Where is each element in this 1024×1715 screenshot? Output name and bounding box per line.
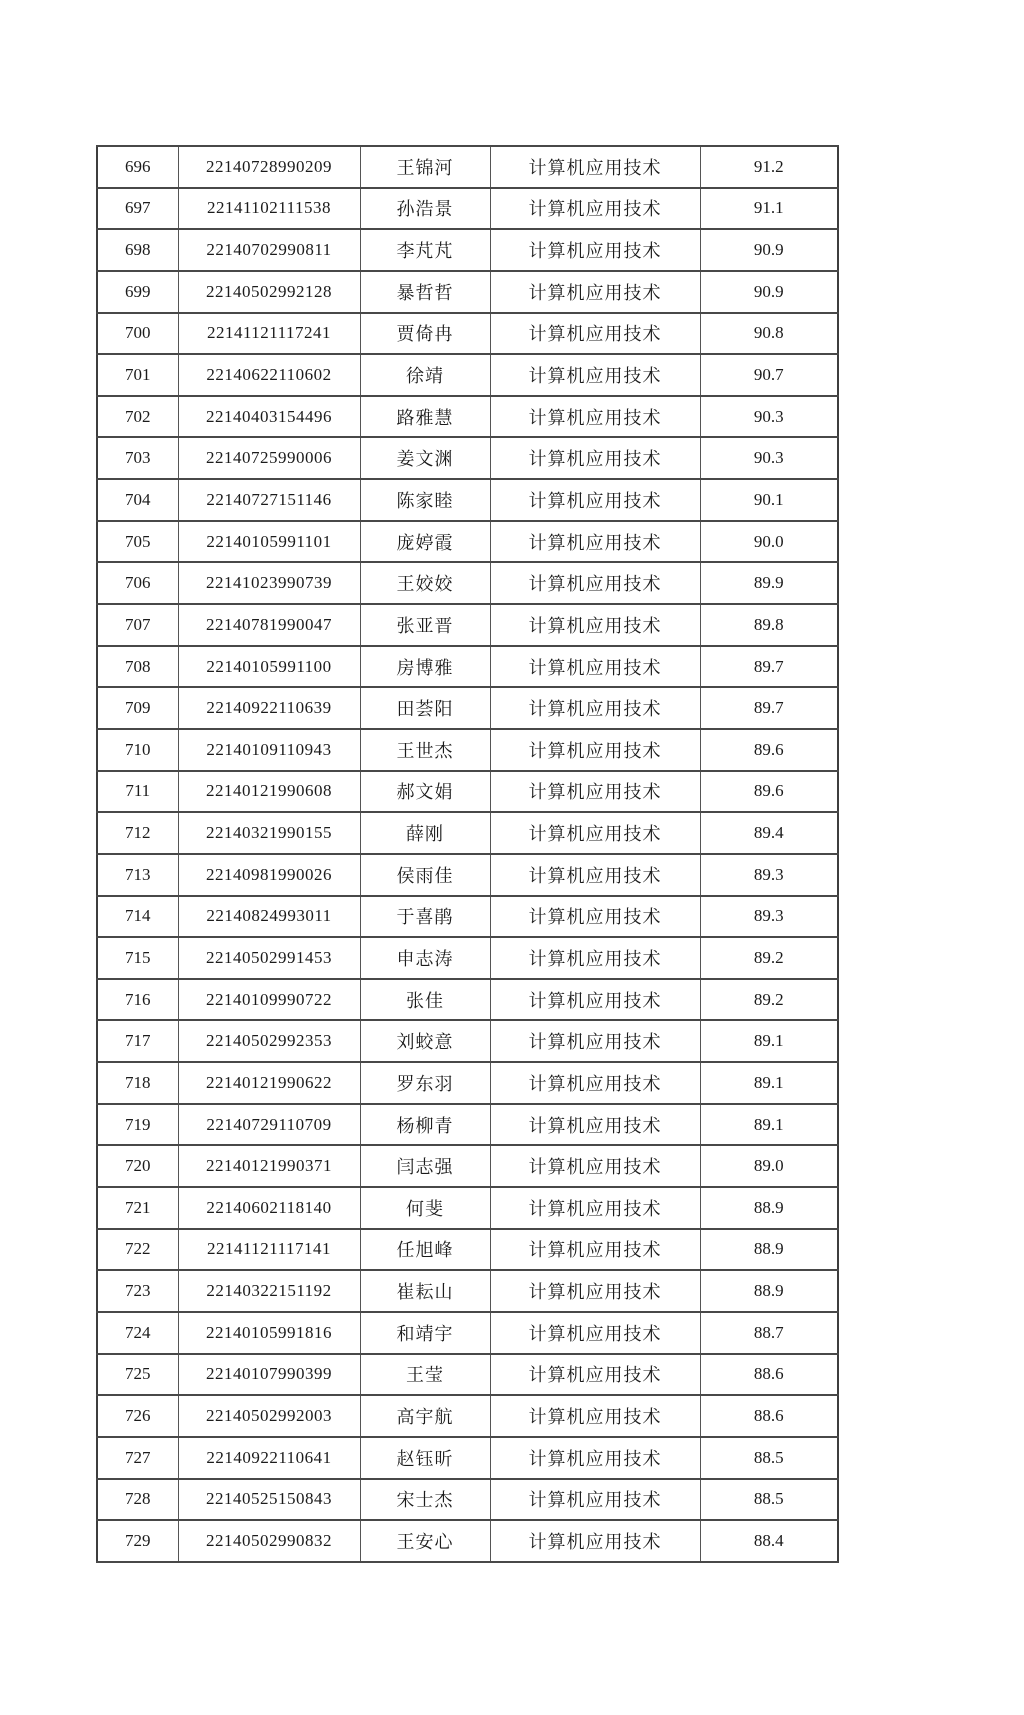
rank-cell: 724 — [97, 1312, 178, 1354]
score-cell: 88.5 — [700, 1479, 838, 1521]
major-cell: 计算机应用技术 — [490, 771, 700, 813]
rank-cell: 702 — [97, 396, 178, 438]
score-cell: 88.6 — [700, 1395, 838, 1437]
candidate-number-cell: 22140729110709 — [178, 1104, 360, 1146]
major-cell: 计算机应用技术 — [490, 937, 700, 979]
score-cell: 90.3 — [700, 437, 838, 479]
name-cell: 薛刚 — [360, 812, 490, 854]
candidate-number-cell: 22140981990026 — [178, 854, 360, 896]
table-row — [97, 687, 838, 729]
table-row — [97, 1312, 838, 1354]
name-cell: 孙浩景 — [360, 188, 490, 230]
major-cell: 计算机应用技术 — [490, 1354, 700, 1396]
table-row — [97, 1520, 838, 1562]
table-row — [97, 562, 838, 604]
table-row — [97, 1020, 838, 1062]
table-row — [97, 1145, 838, 1187]
score-cell: 88.9 — [700, 1270, 838, 1312]
candidate-number-cell: 22140322151192 — [178, 1270, 360, 1312]
major-cell: 计算机应用技术 — [490, 729, 700, 771]
rank-cell: 725 — [97, 1354, 178, 1396]
major-cell: 计算机应用技术 — [490, 1270, 700, 1312]
name-cell: 郝文娟 — [360, 771, 490, 813]
table-row — [97, 1395, 838, 1437]
rank-cell: 708 — [97, 646, 178, 688]
score-cell: 90.8 — [700, 313, 838, 355]
rank-cell: 697 — [97, 188, 178, 230]
candidate-number-cell: 22140403154496 — [178, 396, 360, 438]
name-cell: 宋士杰 — [360, 1479, 490, 1521]
major-cell: 计算机应用技术 — [490, 437, 700, 479]
major-cell: 计算机应用技术 — [490, 979, 700, 1021]
major-cell: 计算机应用技术 — [490, 1104, 700, 1146]
candidate-number-cell: 22140109990722 — [178, 979, 360, 1021]
rank-cell: 711 — [97, 771, 178, 813]
candidate-number-cell: 22140727151146 — [178, 479, 360, 521]
table-row — [97, 1270, 838, 1312]
table-row — [97, 1187, 838, 1229]
table-row — [97, 771, 838, 813]
score-cell: 89.6 — [700, 729, 838, 771]
candidate-number-cell: 22140107990399 — [178, 1354, 360, 1396]
major-cell: 计算机应用技术 — [490, 604, 700, 646]
rank-cell: 707 — [97, 604, 178, 646]
candidate-number-cell: 22141121117241 — [178, 313, 360, 355]
major-cell: 计算机应用技术 — [490, 313, 700, 355]
major-cell: 计算机应用技术 — [490, 1437, 700, 1479]
rank-cell: 727 — [97, 1437, 178, 1479]
name-cell: 闫志强 — [360, 1145, 490, 1187]
name-cell: 庞婷霞 — [360, 521, 490, 563]
candidate-number-cell: 22141102111538 — [178, 188, 360, 230]
name-cell: 贾倚冉 — [360, 313, 490, 355]
score-table-body — [97, 146, 838, 1562]
score-cell: 89.1 — [700, 1062, 838, 1104]
candidate-number-cell: 22140105991100 — [178, 646, 360, 688]
score-cell: 89.4 — [700, 812, 838, 854]
name-cell: 徐靖 — [360, 354, 490, 396]
major-cell: 计算机应用技术 — [490, 354, 700, 396]
rank-cell: 720 — [97, 1145, 178, 1187]
major-cell: 计算机应用技术 — [490, 271, 700, 313]
rank-cell: 703 — [97, 437, 178, 479]
major-cell: 计算机应用技术 — [490, 1312, 700, 1354]
rank-cell: 718 — [97, 1062, 178, 1104]
name-cell: 侯雨佳 — [360, 854, 490, 896]
table-row — [97, 1104, 838, 1146]
table-row — [97, 437, 838, 479]
rank-cell: 704 — [97, 479, 178, 521]
table-row — [97, 229, 838, 271]
table-row — [97, 1062, 838, 1104]
score-cell: 89.9 — [700, 562, 838, 604]
table-row — [97, 896, 838, 938]
rank-cell: 728 — [97, 1479, 178, 1521]
major-cell: 计算机应用技术 — [490, 479, 700, 521]
major-cell: 计算机应用技术 — [490, 1229, 700, 1271]
name-cell: 王姣姣 — [360, 562, 490, 604]
name-cell: 陈家睦 — [360, 479, 490, 521]
rank-cell: 714 — [97, 896, 178, 938]
candidate-number-cell: 22140922110641 — [178, 1437, 360, 1479]
name-cell: 暴哲哲 — [360, 271, 490, 313]
name-cell: 张亚晋 — [360, 604, 490, 646]
name-cell: 姜文渊 — [360, 437, 490, 479]
name-cell: 赵钰昕 — [360, 1437, 490, 1479]
major-cell: 计算机应用技术 — [490, 1145, 700, 1187]
name-cell: 何斐 — [360, 1187, 490, 1229]
score-cell: 89.3 — [700, 854, 838, 896]
table-row — [97, 479, 838, 521]
major-cell: 计算机应用技术 — [490, 396, 700, 438]
score-cell: 90.1 — [700, 479, 838, 521]
table-row — [97, 188, 838, 230]
score-cell: 88.6 — [700, 1354, 838, 1396]
score-cell: 89.6 — [700, 771, 838, 813]
major-cell: 计算机应用技术 — [490, 854, 700, 896]
table-row — [97, 729, 838, 771]
rank-cell: 712 — [97, 812, 178, 854]
name-cell: 崔耘山 — [360, 1270, 490, 1312]
table-row — [97, 854, 838, 896]
major-cell: 计算机应用技术 — [490, 1187, 700, 1229]
score-cell: 90.9 — [700, 229, 838, 271]
rank-cell: 721 — [97, 1187, 178, 1229]
name-cell: 张佳 — [360, 979, 490, 1021]
rank-cell: 719 — [97, 1104, 178, 1146]
rank-cell: 698 — [97, 229, 178, 271]
candidate-number-cell: 22140321990155 — [178, 812, 360, 854]
candidate-number-cell: 22140105991816 — [178, 1312, 360, 1354]
candidate-number-cell: 22140502990832 — [178, 1520, 360, 1562]
major-cell: 计算机应用技术 — [490, 812, 700, 854]
table-row — [97, 812, 838, 854]
table-row — [97, 1354, 838, 1396]
candidate-number-cell: 22140502992003 — [178, 1395, 360, 1437]
table-row — [97, 271, 838, 313]
score-cell: 89.2 — [700, 979, 838, 1021]
score-cell: 88.9 — [700, 1229, 838, 1271]
table-row — [97, 1479, 838, 1521]
name-cell: 高宇航 — [360, 1395, 490, 1437]
name-cell: 杨柳青 — [360, 1104, 490, 1146]
score-cell: 89.7 — [700, 687, 838, 729]
rank-cell: 700 — [97, 313, 178, 355]
candidate-number-cell: 22140781990047 — [178, 604, 360, 646]
score-cell: 89.8 — [700, 604, 838, 646]
major-cell: 计算机应用技术 — [490, 1020, 700, 1062]
table-row — [97, 521, 838, 563]
rank-cell: 701 — [97, 354, 178, 396]
rank-cell: 722 — [97, 1229, 178, 1271]
name-cell: 王莹 — [360, 1354, 490, 1396]
table-row — [97, 396, 838, 438]
name-cell: 李芃芃 — [360, 229, 490, 271]
name-cell: 王锦河 — [360, 146, 490, 188]
major-cell: 计算机应用技术 — [490, 229, 700, 271]
score-cell: 88.9 — [700, 1187, 838, 1229]
name-cell: 任旭峰 — [360, 1229, 490, 1271]
table-row — [97, 313, 838, 355]
candidate-number-cell: 22140622110602 — [178, 354, 360, 396]
candidate-number-cell: 22140109110943 — [178, 729, 360, 771]
candidate-number-cell: 22140502992128 — [178, 271, 360, 313]
name-cell: 田荟阳 — [360, 687, 490, 729]
rank-cell: 717 — [97, 1020, 178, 1062]
score-cell: 90.0 — [700, 521, 838, 563]
table-row — [97, 1437, 838, 1479]
table-row — [97, 354, 838, 396]
score-cell: 89.3 — [700, 896, 838, 938]
rank-cell: 723 — [97, 1270, 178, 1312]
name-cell: 罗东羽 — [360, 1062, 490, 1104]
name-cell: 和靖宇 — [360, 1312, 490, 1354]
major-cell: 计算机应用技术 — [490, 188, 700, 230]
candidate-number-cell: 22140502992353 — [178, 1020, 360, 1062]
score-cell: 89.1 — [700, 1020, 838, 1062]
major-cell: 计算机应用技术 — [490, 562, 700, 604]
candidate-number-cell: 22140602118140 — [178, 1187, 360, 1229]
candidate-number-cell: 22141121117141 — [178, 1229, 360, 1271]
table-row — [97, 604, 838, 646]
table-row — [97, 146, 838, 188]
candidate-number-cell: 22140725990006 — [178, 437, 360, 479]
major-cell: 计算机应用技术 — [490, 1520, 700, 1562]
rank-cell: 699 — [97, 271, 178, 313]
name-cell: 王安心 — [360, 1520, 490, 1562]
candidate-number-cell: 22140922110639 — [178, 687, 360, 729]
candidate-number-cell: 22140121990608 — [178, 771, 360, 813]
rank-cell: 729 — [97, 1520, 178, 1562]
rank-cell: 709 — [97, 687, 178, 729]
candidate-number-cell: 22140824993011 — [178, 896, 360, 938]
major-cell: 计算机应用技术 — [490, 1062, 700, 1104]
table-row — [97, 937, 838, 979]
name-cell: 申志涛 — [360, 937, 490, 979]
score-cell: 88.7 — [700, 1312, 838, 1354]
score-cell: 91.1 — [700, 188, 838, 230]
score-cell: 90.9 — [700, 271, 838, 313]
rank-cell: 696 — [97, 146, 178, 188]
candidate-number-cell: 22140728990209 — [178, 146, 360, 188]
candidate-number-cell: 22140121990622 — [178, 1062, 360, 1104]
rank-cell: 713 — [97, 854, 178, 896]
candidate-number-cell: 22140105991101 — [178, 521, 360, 563]
rank-cell: 715 — [97, 937, 178, 979]
table-row — [97, 646, 838, 688]
candidate-number-cell: 22140502991453 — [178, 937, 360, 979]
candidate-number-cell: 22140121990371 — [178, 1145, 360, 1187]
major-cell: 计算机应用技术 — [490, 1479, 700, 1521]
major-cell: 计算机应用技术 — [490, 896, 700, 938]
score-cell: 89.1 — [700, 1104, 838, 1146]
name-cell: 路雅慧 — [360, 396, 490, 438]
rank-cell: 705 — [97, 521, 178, 563]
rank-cell: 726 — [97, 1395, 178, 1437]
major-cell: 计算机应用技术 — [490, 1395, 700, 1437]
table-row — [97, 1229, 838, 1271]
major-cell: 计算机应用技术 — [490, 146, 700, 188]
score-cell: 90.7 — [700, 354, 838, 396]
score-cell: 89.2 — [700, 937, 838, 979]
major-cell: 计算机应用技术 — [490, 646, 700, 688]
name-cell: 刘蛟意 — [360, 1020, 490, 1062]
score-cell: 88.4 — [700, 1520, 838, 1562]
score-cell: 91.2 — [700, 146, 838, 188]
score-cell: 89.0 — [700, 1145, 838, 1187]
rank-cell: 706 — [97, 562, 178, 604]
candidate-number-cell: 22140525150843 — [178, 1479, 360, 1521]
name-cell: 房博雅 — [360, 646, 490, 688]
rank-cell: 716 — [97, 979, 178, 1021]
name-cell: 王世杰 — [360, 729, 490, 771]
major-cell: 计算机应用技术 — [490, 687, 700, 729]
candidate-number-cell: 22140702990811 — [178, 229, 360, 271]
score-cell: 88.5 — [700, 1437, 838, 1479]
name-cell: 于喜鹃 — [360, 896, 490, 938]
candidate-number-cell: 22141023990739 — [178, 562, 360, 604]
score-cell: 90.3 — [700, 396, 838, 438]
rank-cell: 710 — [97, 729, 178, 771]
table-row — [97, 979, 838, 1021]
score-cell: 89.7 — [700, 646, 838, 688]
score-table — [96, 145, 839, 1563]
major-cell: 计算机应用技术 — [490, 521, 700, 563]
